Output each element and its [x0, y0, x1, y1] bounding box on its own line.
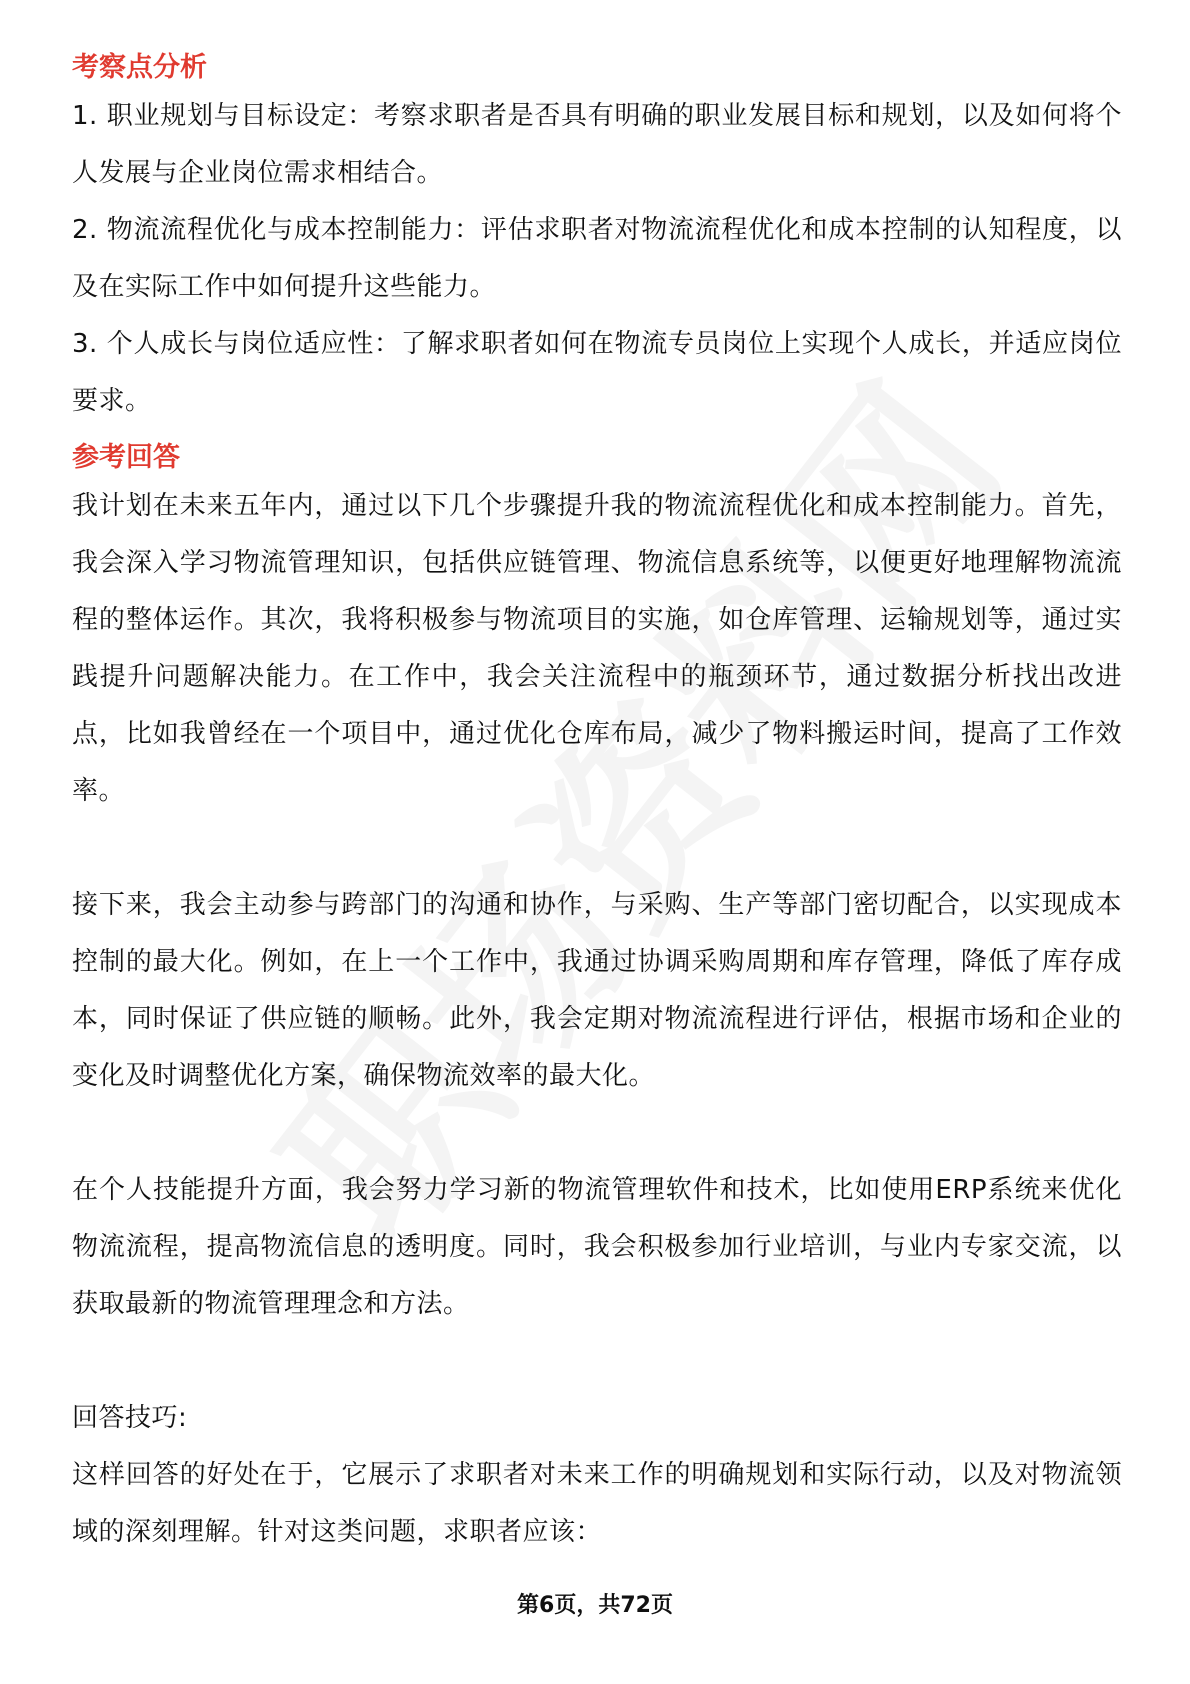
spacer [72, 820, 1122, 877]
spacer [72, 430, 1122, 438]
tips-paragraph: 这样回答的好处在于，它展示了求职者对未来工作的明确规划和实际行动，以及对物流领域的深刻理解。针对这类问题，求职者应该： [72, 1460, 1122, 1547]
answer-paragraph-3: 在个人技能提升方面，我会努力学习新的物流管理软件和技术，比如使用ERP系统来优化物流流程，提高物流信息的透明度。同时，我会积极参加行业培训，与业内专家交流，以获取最新的物流管理理念和方法。 [72, 1175, 1122, 1319]
section-title-analysis: 考察点分析 [72, 52, 207, 83]
answer-paragraph-1: 我计划在未来五年内，通过以下几个步骤提升我的物流流程优化和成本控制能力。首先，我会深入学习物流管理知识，包括供应链管理、物流信息系统等，以便更好地理解物流流程的整体运作。其次，我将积极参与物流项目的实施，如仓库管理、运输规划等，通过实践提升问题解决能力。在工作中，我会关注流程中的瓶颈环节，通过数据分析找出改进点，比如我曾经在一个项目中，通过优化仓库布局，减少了物料搬运时间，提高了工作效率。 [72, 491, 1122, 806]
tips-heading: 回答技巧: [72, 1403, 188, 1433]
page-content [72, 48, 1122, 1561]
answer-paragraph-2: 接下来，我会主动参与跨部门的沟通和协作，与采购、生产等部门密切配合，以实现成本控制的最大化。例如，在上一个工作中，我通过协调采购周期和库存管理，降低了库存成本，同时保证了供应链的顺畅。此外，我会定期对物流流程进行评估，根据市场和企业的变化及时调整优化方案，确保物流效率的最大化。 [72, 890, 1122, 1091]
analysis-point-1: 1. 职业规划与目标设定：考察求职者是否具有明确的职业发展目标和规划，以及如何将个人发展与企业岗位需求相结合。 [72, 101, 1122, 188]
analysis-point-2: 2. 物流流程优化与成本控制能力：评估求职者对物流流程优化和成本控制的认知程度，以及在实际工作中如何提升这些能力。 [72, 215, 1122, 302]
spacer [72, 1105, 1122, 1162]
section-title-reference-answer: 参考回答 [72, 442, 180, 473]
spacer [72, 1333, 1122, 1390]
analysis-point-3: 3. 个人成长与岗位适应性：了解求职者如何在物流专员岗位上实现个人成长，并适应岗位要求。 [72, 329, 1122, 416]
page-number: 第6页，共72页 [517, 1593, 673, 1618]
